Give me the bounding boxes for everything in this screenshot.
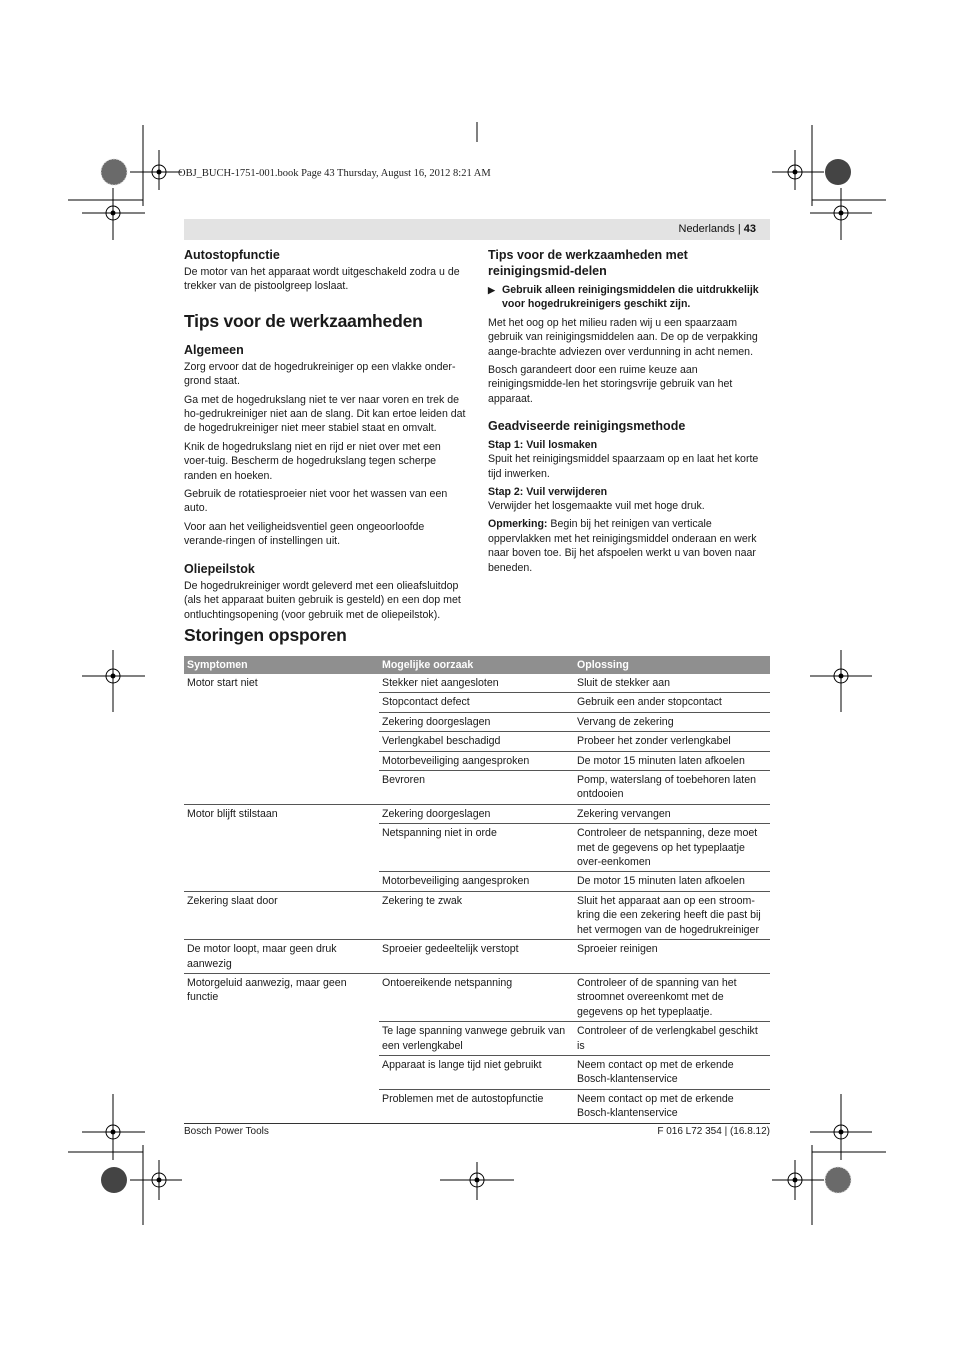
cause-cell: Stekker niet aangesloten [379,674,574,693]
symptom-cell: Zekering slaat door [184,891,379,939]
table-row [184,674,770,693]
cause-cell: Motorbeveiliging aangesproken [379,751,574,770]
cleaning-p2: Bosch garandeert door een ruime keuze aan reinigingsmidde-len het storingsvrije gebruik van het apparaat. [488,364,733,405]
page-number: 43 [743,223,756,235]
method-title: Geadviseerde reinigingsmethode [488,419,686,434]
cleaning-tips-title: Tips voor de werkzaamheden met reinigingsmid-delen [488,248,688,278]
tips-title: Tips voor de werkzaamheden [184,310,423,331]
step1-text: Spuit het reinigingsmiddel spaarzaam op en laat het korte tijd inwerken. [488,453,759,480]
table-row [184,804,770,823]
symptom-cell: De motor loopt, maar geen druk aanwezig [184,940,379,974]
cause-cell: Motorbeveiliging aangesproken [379,872,574,891]
note [488,517,770,575]
note-text: Begin bij het reinigen van verticale oppervlakken met het reinigingsmiddel onderaan en werk naar boven toe. Bij het afspoelen werkt u van boven naar beneden. [488,518,757,574]
col-header-cause: Mogelijke oorzaak [379,656,574,674]
cause-cell: Te lage spanning vanwege gebruik van een verlengkabel [379,1022,574,1056]
autostop-title: Autostopfunctie [184,248,280,262]
general-p2: Ga met de hogedrukslang niet te ver naar voren en trek de ho-gedrukreiniger niet aan de slang. Dit kan ertoe leiden dat de hogedrukreiniger niet meer stabiel staat en omvalt. [184,393,466,435]
general-p3: Knik de hogedrukslang niet en rijd er niet over met een voer-tuig. Bescherm de hogedrukslang tegen scherpe randen en hoeken. [184,440,441,482]
solution-cell: Controleer de netspanning, deze moet met de gegevens op het typeplaatje over-eenkomen [574,824,770,872]
cause-cell: Stopcontact defect [379,693,574,712]
general-p1: Zorg ervoor dat de hogedrukreiniger op een vlakke onder-grond staat. [184,360,456,388]
cause-cell: Zekering te zwak [379,891,574,939]
footer-brand: Bosch Power Tools [184,1126,269,1137]
cleaning-p1: Met het oog op het milieu raden wij u een spaarzaam gebruik van reinigingsmiddelen aan. De op de verpakking aange-brachte adviezen over verdunning in acht nemen. [488,316,758,358]
autostop-text: De motor van het apparaat wordt uitgeschakeld zodra u de trekker van de pistoolgreep loslaat. [184,266,460,293]
solution-cell: Sproeier reinigen [574,940,770,974]
table-row [184,940,770,974]
footer-code: F 016 L72 354 | (16.8.12) [657,1126,770,1137]
solution-cell: Controleer of de spanning van het stroomnet overeenkomt met de gegevens op het typeplaatje. [574,973,770,1021]
solution-cell: De motor 15 minuten laten afkoelen [574,751,770,770]
print-info: OBJ_BUCH-1751-001.book Page 43 Thursday, August 16, 2012 8:21 AM [178,168,491,179]
left-column [184,247,466,626]
col-header-solution: Oplossing [574,656,770,674]
note-label: Opmerking: [488,518,548,531]
solution-cell: Neem contact op met de erkende Bosch-klantenservice [574,1055,770,1089]
troubleshoot-table [184,656,770,1124]
page-header [184,219,770,240]
cause-cell: Verlengkabel beschadigd [379,732,574,751]
general-title: Algemeen [184,342,244,357]
troubleshoot-title: Storingen opsporen [184,625,347,645]
general-p5: Voor aan het veiligheidsventiel geen ongeoorloofde verande-ringen of instellingen uit. [184,520,425,548]
solution-cell: Probeer het zonder verlengkabel [574,732,770,751]
table-row [184,891,770,939]
header-separator: | [734,223,744,235]
step2-text: Verwijder het losgemaakte vuil met hoge druk. [488,500,705,513]
solution-cell: Zekering vervangen [574,804,770,823]
dipstick-text: De hogedrukreiniger wordt geleverd met een olieafsluitdop (als het apparaat buiten gebruik is gesteld) en een dop met ontluchtingsopening (voor gebruik met de oliepeilstok). [184,579,461,621]
cause-cell: Zekering doorgeslagen [379,804,574,823]
symptom-cell: Motor start niet [184,674,379,804]
solution-cell: Sluit het apparaat aan op een stroom-kring die een zekering heeft die past bij het vermogen van de hogedrukreiniger [574,891,770,939]
table-row [184,973,770,1021]
solution-cell: Sluit de stekker aan [574,674,770,693]
col-header-symptoms: Symptomen [184,656,379,674]
cause-cell: Sproeier gedeeltelijk verstopt [379,940,574,974]
solution-cell: Gebruik een ander stopcontact [574,693,770,712]
footer-divider [184,1123,770,1124]
cause-cell: Zekering doorgeslagen [379,712,574,731]
solution-cell: Controleer of de verlengkabel geschikt is [574,1022,770,1056]
right-column [488,247,770,579]
solution-cell: De motor 15 minuten laten afkoelen [574,872,770,891]
solution-cell: Vervang de zekering [574,712,770,731]
step1-title: Stap 1: Vuil losmaken [488,439,598,452]
symptom-cell: Motor blijft stilstaan [184,804,379,891]
cause-cell: Netspanning niet in orde [379,824,574,872]
solution-cell: Neem contact op met de erkende Bosch-klantenservice [574,1089,770,1123]
symptom-cell: Motorgeluid aanwezig, maar geen functie [184,973,379,1123]
cleaning-bullet: ▶ Gebruik alleen reinigingsmiddelen die uitdrukkelijk voor hogedrukreinigers geschikt zijn. [488,284,759,311]
cause-cell: Problemen met de autostopfunctie [379,1089,574,1123]
cause-cell: Apparaat is lange tijd niet gebruikt [379,1055,574,1089]
header-language: Nederlands [678,223,735,235]
cause-cell: Ontoereikende netspanning [379,973,574,1021]
table-header-row [184,656,770,674]
step2-title: Stap 2: Vuil verwijderen [488,486,608,499]
solution-cell: Pomp, waterslang of toebehoren laten ontdooien [574,771,770,805]
bullet-triangle-icon: ▶ [488,285,495,295]
general-p4: Gebruik de rotatiesproeier niet voor het wassen van een auto. [184,488,448,515]
cause-cell: Bevroren [379,771,574,805]
dipstick-title: Oliepeilstok [184,561,255,576]
